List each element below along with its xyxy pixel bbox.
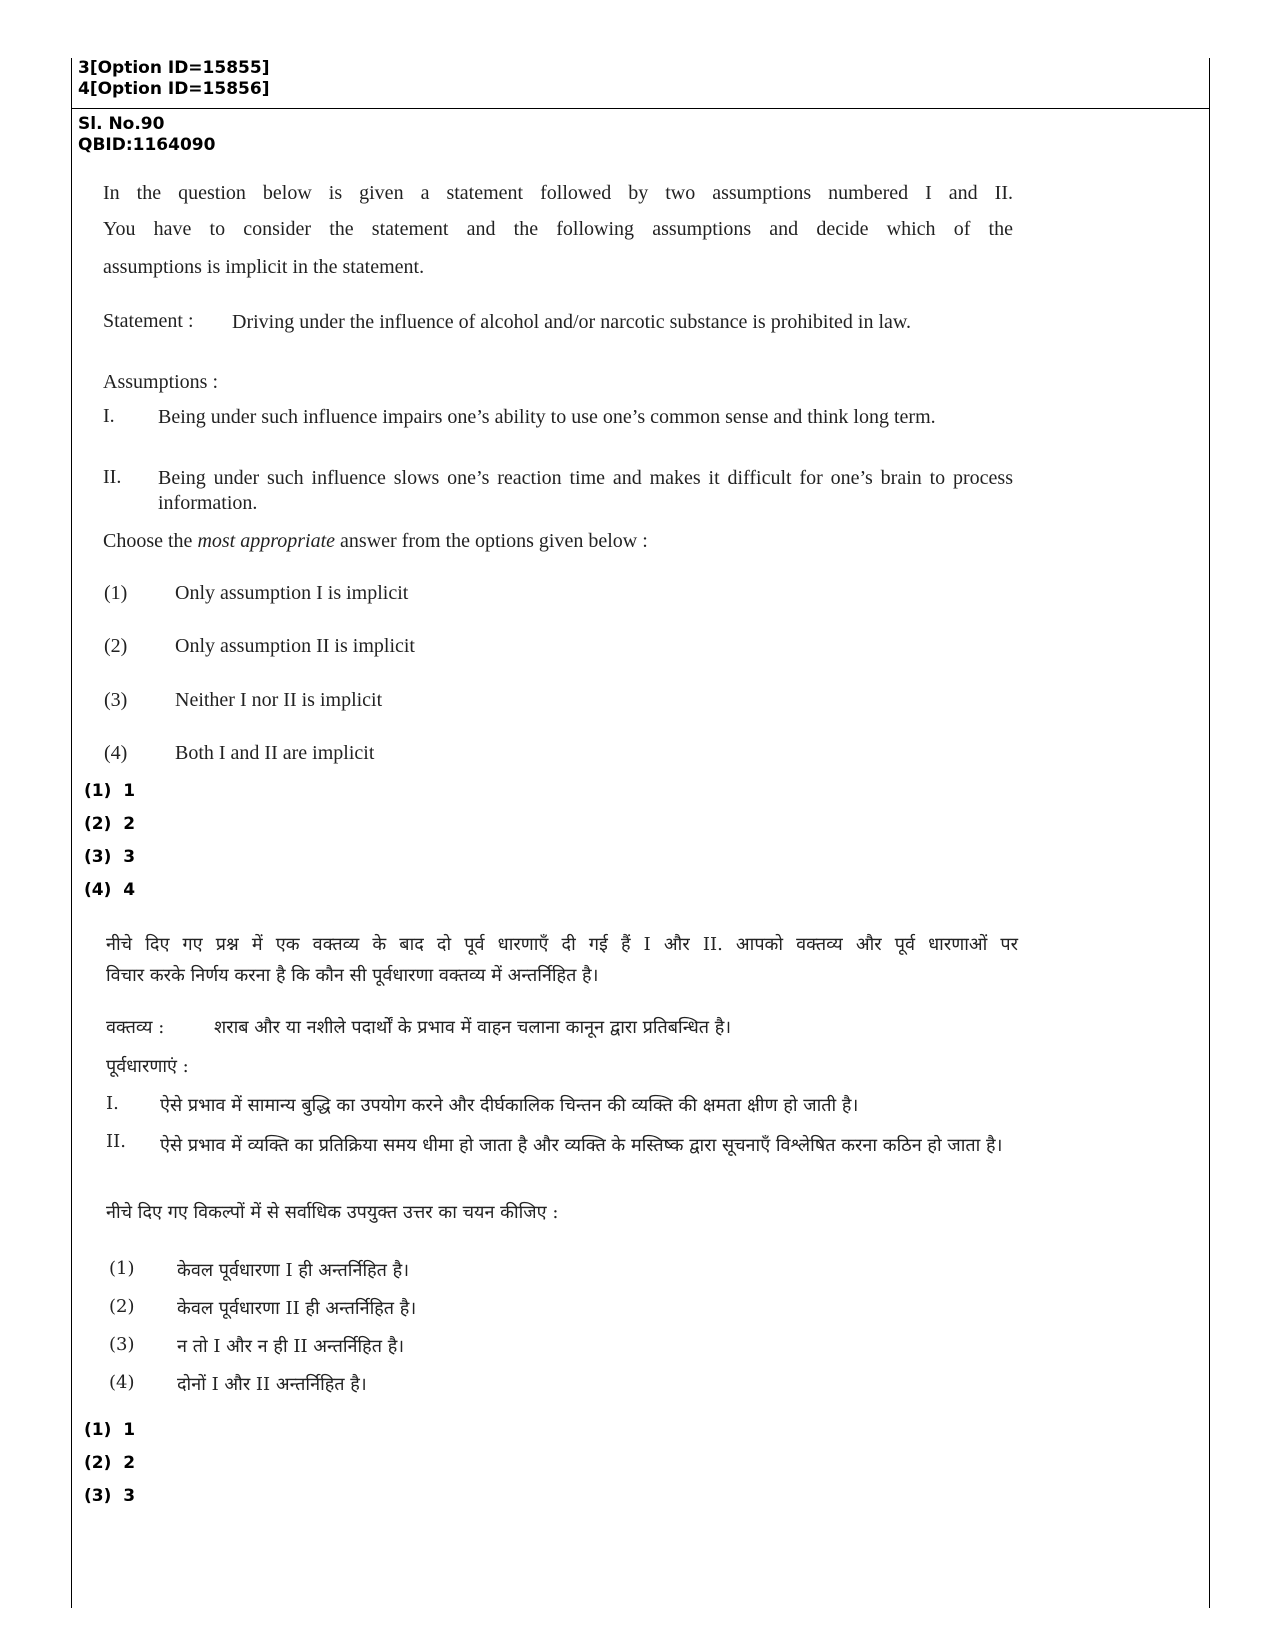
intro-line-3: assumptions is implicit in the statement. [103,256,425,278]
hindi-assumption-2-number: II. [106,1131,126,1152]
answer-key-row [84,1420,135,1440]
answer-key-value: 2 [123,814,136,834]
option-id-3: 3[Option ID=15855] [78,58,270,78]
assumption-1-text: Being under such influence impairs one’s ability to use one’s common sense and think long term. [158,406,936,428]
hindi-assumptions-label: पूर्वधारणाएं : [106,1056,189,1077]
assumption-2-number: II. [103,466,122,488]
option-4-text: Both I and II are implicit [175,742,375,764]
hindi-assumption-2-text: ऐसे प्रभाव में व्यक्ति का प्रतिक्रिया समय धीमा हो जाता है और व्यक्ति के मस्तिष्क द्वारा सूचनाएँ विश्लेषित करना कठिन हो जाता है। [160,1135,1003,1156]
right-border-line [1209,58,1210,1608]
option-4-number: (4) [104,742,128,764]
option-3-text: Neither I nor II is implicit [175,689,383,711]
answer-key-row [84,814,135,834]
intro-line-1: In the question below is given a statement followed by two assumptions numbered I and II. [103,182,1013,204]
option-id-4: 4[Option ID=15856] [78,79,270,99]
answer-key-number: (2) [84,814,112,834]
answer-key-row [84,847,135,867]
option-2-number: (2) [104,635,128,657]
choose-instruction [103,530,648,553]
hindi-option-2-text: केवल पूर्वधारणा II ही अन्तर्निहित है। [177,1298,417,1319]
answer-key-row [84,781,135,801]
hindi-option-4-number: (4) [109,1372,135,1393]
choose-emphasis: most appropriate [197,530,336,552]
answer-key-value: 1 [123,1420,136,1440]
option-3-number: (3) [104,689,128,711]
serial-number: Sl. No.90 [78,114,165,134]
answer-key-number: (2) [84,1453,112,1473]
hindi-intro-line-2: विचार करके निर्णय करना है कि कौन सी पूर्वधारणा वक्तव्य में अन्तर्निहित है। [106,965,599,986]
hindi-choose-instruction: नीचे दिए गए विकल्पों में से सर्वाधिक उपयुक्त उत्तर का चयन कीजिए : [106,1202,559,1223]
hindi-option-3-text: न तो I और न ही II अन्तर्निहित है। [177,1336,405,1357]
assumption-1-number: I. [103,405,115,427]
statement-text: Driving under the influence of alcohol and/or narcotic substance is prohibited in law. [232,311,912,333]
hindi-statement-text: शराब और या नशीले पदार्थों के प्रभाव में वाहन चलाना कानून द्वारा प्रतिबन्धित है। [214,1017,732,1038]
section-divider [71,108,1210,109]
hindi-option-4-text: दोनों I और II अन्तर्निहित है। [177,1374,367,1395]
statement-label: Statement : [103,310,194,332]
answer-key-number: (3) [84,1486,112,1506]
hindi-option-3-number: (3) [109,1334,135,1355]
assumption-2-text: Being under such influence slows one’s reaction time and makes it difficult for one’s brain to process information. [158,467,1013,514]
answer-key-number: (1) [84,1420,112,1440]
answer-key-number: (1) [84,781,112,801]
hindi-option-2-number: (2) [109,1296,135,1317]
question-bank-id: QBID:1164090 [78,135,216,155]
hindi-assumption-1-text: ऐसे प्रभाव में सामान्य बुद्धि का उपयोग करने और दीर्घकालिक चिन्तन की व्यक्ति की क्षमता क्षीण हो जाती है। [160,1095,859,1116]
answer-key-value: 4 [123,880,136,900]
option-1-text: Only assumption I is implicit [175,582,409,604]
intro-line-2: You have to consider the statement and the following assumptions and decide which of the [103,218,1013,240]
answer-key-number: (4) [84,880,112,900]
hindi-assumption-1-number: I. [106,1093,119,1114]
answer-key-value: 2 [123,1453,136,1473]
hindi-option-1-text: केवल पूर्वधारणा I ही अन्तर्निहित है। [177,1260,410,1281]
answer-key-value: 3 [123,1486,136,1506]
choose-suffix: answer from the options given below : [335,530,648,552]
answer-key-row [84,1453,135,1473]
hindi-intro-line-1: नीचे दिए गए प्रश्न में एक वक्तव्य के बाद दो पूर्व धारणाएँ दी गई हैं I और II. आपको वक्तव्य और पूर्व धारणाओं पर [106,934,1018,955]
hindi-option-1-number: (1) [109,1258,135,1279]
assumptions-label: Assumptions : [103,371,219,393]
option-2-text: Only assumption II is implicit [175,635,415,657]
answer-key-number: (3) [84,847,112,867]
answer-key-row [84,880,135,900]
left-border-line [71,58,72,1608]
answer-key-value: 1 [123,781,136,801]
answer-key-value: 3 [123,847,136,867]
hindi-statement-label: वक्तव्य : [106,1017,165,1038]
choose-prefix: Choose the [103,530,198,552]
answer-key-row [84,1486,135,1506]
option-1-number: (1) [104,582,128,604]
